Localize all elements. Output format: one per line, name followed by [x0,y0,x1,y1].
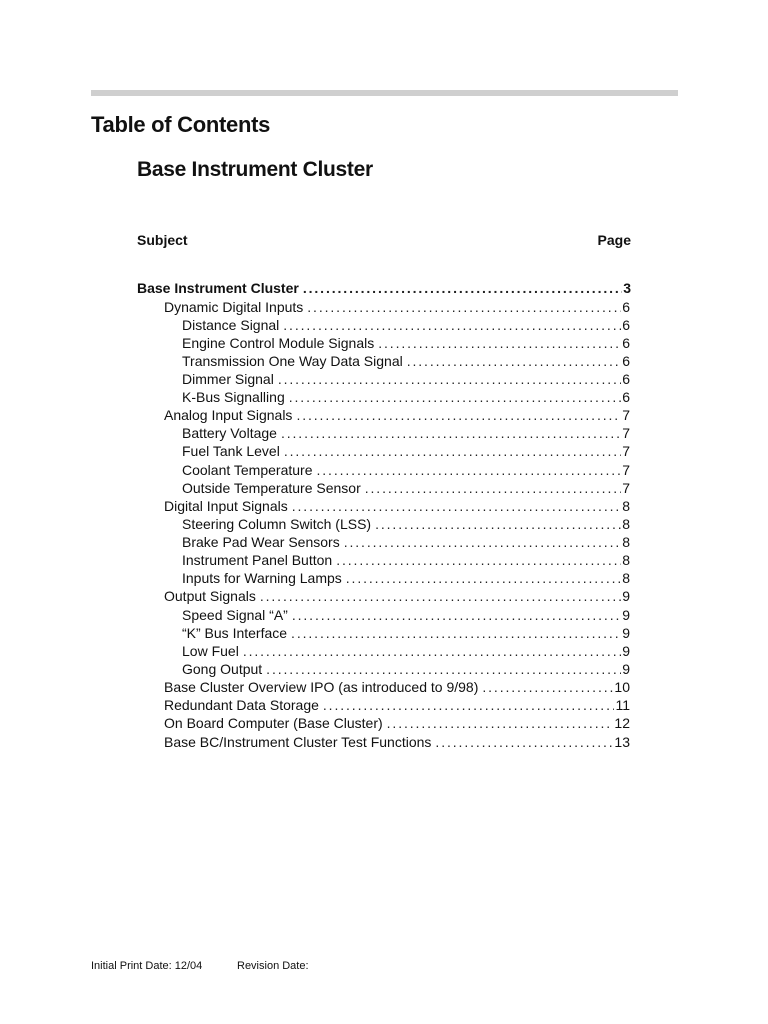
toc-entry[interactable] [182,388,630,406]
dot-leader [292,606,621,624]
toc-entry-page: 6 [622,335,630,351]
toc-entry-label: Base Cluster Overview IPO (as introduced to 9/98) [164,679,479,695]
top-divider [91,90,678,96]
toc-entry-label: Inputs for Warning Lamps [182,570,342,586]
toc-entry-page: 9 [622,625,630,641]
toc-entry-page: 7 [622,480,630,496]
dot-leader [375,515,621,533]
toc-entry-label: Gong Output [182,661,263,677]
dot-leader [243,642,621,660]
dot-leader [307,298,621,316]
toc-entry-label: Speed Signal “A” [182,607,288,623]
toc-entry-page: 13 [614,734,630,750]
toc-entry[interactable] [164,497,630,515]
toc-entry-page: 12 [614,715,630,731]
toc-entry[interactable] [182,569,630,587]
toc-entry-page: 7 [622,462,630,478]
toc-entry-label: On Board Computer (Base Cluster) [164,715,383,731]
toc-entry[interactable] [182,424,630,442]
toc-entry-label: Output Signals [164,588,256,604]
dot-leader [323,696,615,714]
toc-entry-page: 9 [622,607,630,623]
toc-entry[interactable] [182,660,630,678]
toc-entry-label: Engine Control Module Signals [182,335,375,351]
toc-entry[interactable] [164,714,630,732]
toc-entry-label: “K” Bus Interface [182,625,288,641]
dot-leader [407,352,621,370]
toc-entry-label: Digital Input Signals [164,498,288,514]
toc-entry-page: 8 [622,534,630,550]
dot-leader [291,624,621,642]
toc-entry-page: 8 [622,570,630,586]
dot-leader [435,733,613,751]
toc-entry-label: Analog Input Signals [164,407,293,423]
toc-entry-label: Steering Column Switch (LSS) [182,516,372,532]
toc-entry-label: Base BC/Instrument Cluster Test Functions [164,734,432,750]
section-title: Base Instrument Cluster [137,158,373,181]
toc-entry[interactable] [182,533,630,551]
toc-entry[interactable] [182,642,630,660]
dot-leader [289,388,621,406]
dot-leader [365,479,621,497]
toc-entry[interactable] [164,733,630,751]
toc-entry[interactable] [182,479,630,497]
toc-entry-label: Dimmer Signal [182,371,274,387]
toc-entry-page: 9 [622,643,630,659]
page-column-header: Page [597,232,631,248]
dot-leader [482,678,613,696]
dot-leader [292,497,621,515]
toc-entry[interactable] [182,334,630,352]
dot-leader [278,370,621,388]
dot-leader [344,533,621,551]
toc-entry-page: 8 [622,516,630,532]
toc-entry-label: Dynamic Digital Inputs [164,299,304,315]
dot-leader [281,424,621,442]
dot-leader [346,569,621,587]
toc-entry-label: Distance Signal [182,317,280,333]
toc-entry-page: 7 [622,443,630,459]
toc-entry-label: Brake Pad Wear Sensors [182,534,340,550]
toc-entry[interactable] [182,316,630,334]
toc-entry-page: 6 [622,353,630,369]
dot-leader [266,660,621,678]
toc-entry[interactable] [164,696,630,714]
toc-entry-label: Battery Voltage [182,425,277,441]
toc-entry-page: 8 [622,552,630,568]
toc-entry-label: Instrument Panel Button [182,552,333,568]
toc-entry-page: 7 [622,425,630,441]
toc-entry-page: 10 [614,679,630,695]
dot-leader [284,442,621,460]
toc-entry-label: Fuel Tank Level [182,443,280,459]
toc-entry[interactable] [182,352,630,370]
dot-leader [296,406,621,424]
toc-entry-page: 7 [622,407,630,423]
toc-entry-page: 9 [622,661,630,677]
toc-entry-label: K-Bus Signalling [182,389,285,405]
dot-leader [336,551,621,569]
dot-leader [378,334,621,352]
toc-entry[interactable] [182,370,630,388]
toc-entry-page: 8 [622,498,630,514]
toc-entry[interactable] [137,279,631,297]
toc-entry[interactable] [164,298,630,316]
toc-entry[interactable] [164,406,630,424]
toc-entry-page: 6 [622,299,630,315]
initial-print-date: Initial Print Date: 12/04 [91,960,203,972]
toc-entry-label: Base Instrument Cluster [137,280,299,296]
toc-entry[interactable] [164,587,630,605]
toc-entry-page: 11 [615,697,630,713]
revision-date: Revision Date: [237,960,309,972]
toc-entry-label: Outside Temperature Sensor [182,480,361,496]
toc-entry-page: 9 [622,588,630,604]
toc-entry-page: 6 [622,371,630,387]
toc-entry[interactable] [182,624,630,642]
dot-leader [260,587,621,605]
toc-entry[interactable] [182,461,630,479]
document-title: Table of Contents [91,112,271,137]
dot-leader [283,316,621,334]
toc-entry[interactable] [164,678,630,696]
dot-leader [316,461,621,479]
toc-entry-page: 6 [622,389,630,405]
dot-leader [387,714,614,732]
toc-entry[interactable] [182,606,630,624]
toc-entry[interactable] [182,515,630,533]
dot-leader [303,279,622,297]
toc-entry-page: 6 [622,317,630,333]
subject-column-header: Subject [137,232,188,248]
toc-entry-label: Low Fuel [182,643,239,659]
toc-entry-label: Coolant Temperature [182,462,313,478]
toc-entry[interactable] [182,551,630,569]
toc-entry-page: 3 [623,280,631,296]
toc-entry-label: Transmission One Way Data Signal [182,353,403,369]
toc-entry-label: Redundant Data Storage [164,697,319,713]
toc-entry[interactable] [182,442,630,460]
